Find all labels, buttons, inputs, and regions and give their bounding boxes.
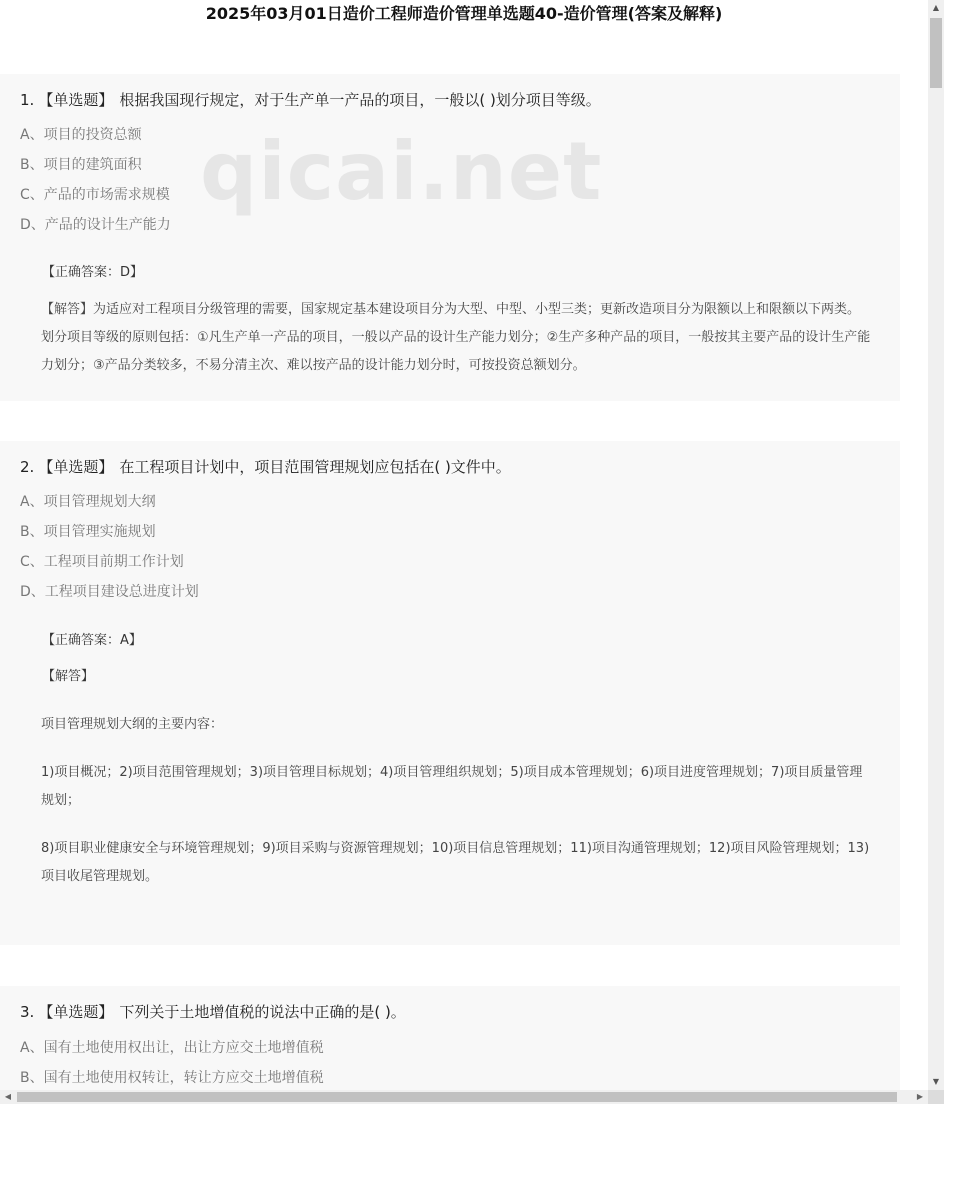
- question-number: 2.: [20, 458, 35, 476]
- option-c[interactable]: C、工程项目前期工作计划: [20, 554, 184, 570]
- explanation: [41, 296, 871, 380]
- option-a[interactable]: A、国有土地使用权出让，出让方应交土地增值税: [20, 1040, 324, 1056]
- option-b[interactable]: B、国有土地使用权转让，转让方应交土地增值税: [20, 1070, 324, 1086]
- question-type: 【单选题】: [38, 458, 114, 476]
- scroll-up-arrow-icon[interactable]: ▲: [932, 3, 940, 12]
- question-number: 3.: [20, 1003, 35, 1021]
- question-type: 【单选题】: [38, 1003, 114, 1021]
- question-stem: [20, 90, 601, 110]
- question-card-2: [0, 441, 900, 945]
- explanation-label: 【解答】: [42, 669, 95, 684]
- option-d[interactable]: D、产品的设计生产能力: [20, 217, 171, 233]
- correct-answer: 【正确答案：D】: [42, 265, 144, 280]
- horizontal-scroll-thumb[interactable]: [17, 1092, 897, 1102]
- question-text: 在工程项目计划中，项目范围管理规划应包括在( )文件中。: [119, 458, 511, 476]
- explanation-line-2: 1)项目概况；2)项目范围管理规划；3)项目管理目标规划；4)项目管理组织规划；5)项目成本管理规划；6)项目进度管理规划；7)项目质量管理规划；: [41, 765, 863, 808]
- scroll-right-arrow-icon[interactable]: ▶: [916, 1092, 924, 1101]
- question-number: 1.: [20, 91, 35, 109]
- option-b[interactable]: B、项目的建筑面积: [20, 157, 142, 173]
- explanation-text: 为适应对工程项目分级管理的需要，国家规定基本建设项目分为大型、中型、小型三类；更新改造项目分为限额以上和限额以下两类。划分项目等级的原则包括：①凡生产单一产品的项目，一般以产品的设计生产能力划分；②生产多种产品的项目，一般按其主要产品的设计生产能力划分；③产品分类较多，不易分清主次、难以按产品的设计能力划分时，可按投资总额划分。: [41, 302, 871, 373]
- question-stem: [20, 457, 511, 477]
- explanation-line-3: 8)项目职业健康安全与环境管理规划；9)项目采购与资源管理规划；10)项目信息管理规划；11)项目沟通管理规划；12)项目风险管理规划；13)项目收尾管理规划。: [41, 841, 870, 884]
- horizontal-scrollbar[interactable]: [0, 1090, 928, 1104]
- scrollbar-corner: [928, 1090, 944, 1104]
- page-title: 2025年03月01日造价工程师造价管理单选题40-造价管理(答案及解释): [205, 4, 723, 23]
- scroll-left-arrow-icon[interactable]: ◀: [4, 1092, 12, 1101]
- option-c[interactable]: C、产品的市场需求规模: [20, 187, 170, 203]
- option-d[interactable]: D、工程项目建设总进度计划: [20, 584, 199, 600]
- question-type: 【单选题】: [38, 91, 114, 109]
- option-a[interactable]: A、项目的投资总额: [20, 127, 142, 143]
- scroll-down-arrow-icon[interactable]: ▼: [932, 1077, 940, 1086]
- question-card-1: [0, 74, 900, 401]
- explanation-line-1: 项目管理规划大纲的主要内容：: [41, 717, 224, 732]
- vertical-scrollbar[interactable]: [928, 0, 944, 1090]
- explanation-label: 【解答】: [41, 302, 94, 317]
- option-b[interactable]: B、项目管理实施规划: [20, 524, 156, 540]
- question-card-3: [0, 986, 900, 1090]
- correct-answer: 【正确答案：A】: [42, 633, 142, 648]
- question-text: 下列关于土地增值税的说法中正确的是( )。: [119, 1003, 406, 1021]
- question-stem: [20, 1002, 406, 1022]
- option-a[interactable]: A、项目管理规划大纲: [20, 494, 156, 510]
- vertical-scroll-thumb[interactable]: [930, 18, 942, 88]
- question-text: 根据我国现行规定，对于生产单一产品的项目，一般以( )划分项目等级。: [119, 91, 601, 109]
